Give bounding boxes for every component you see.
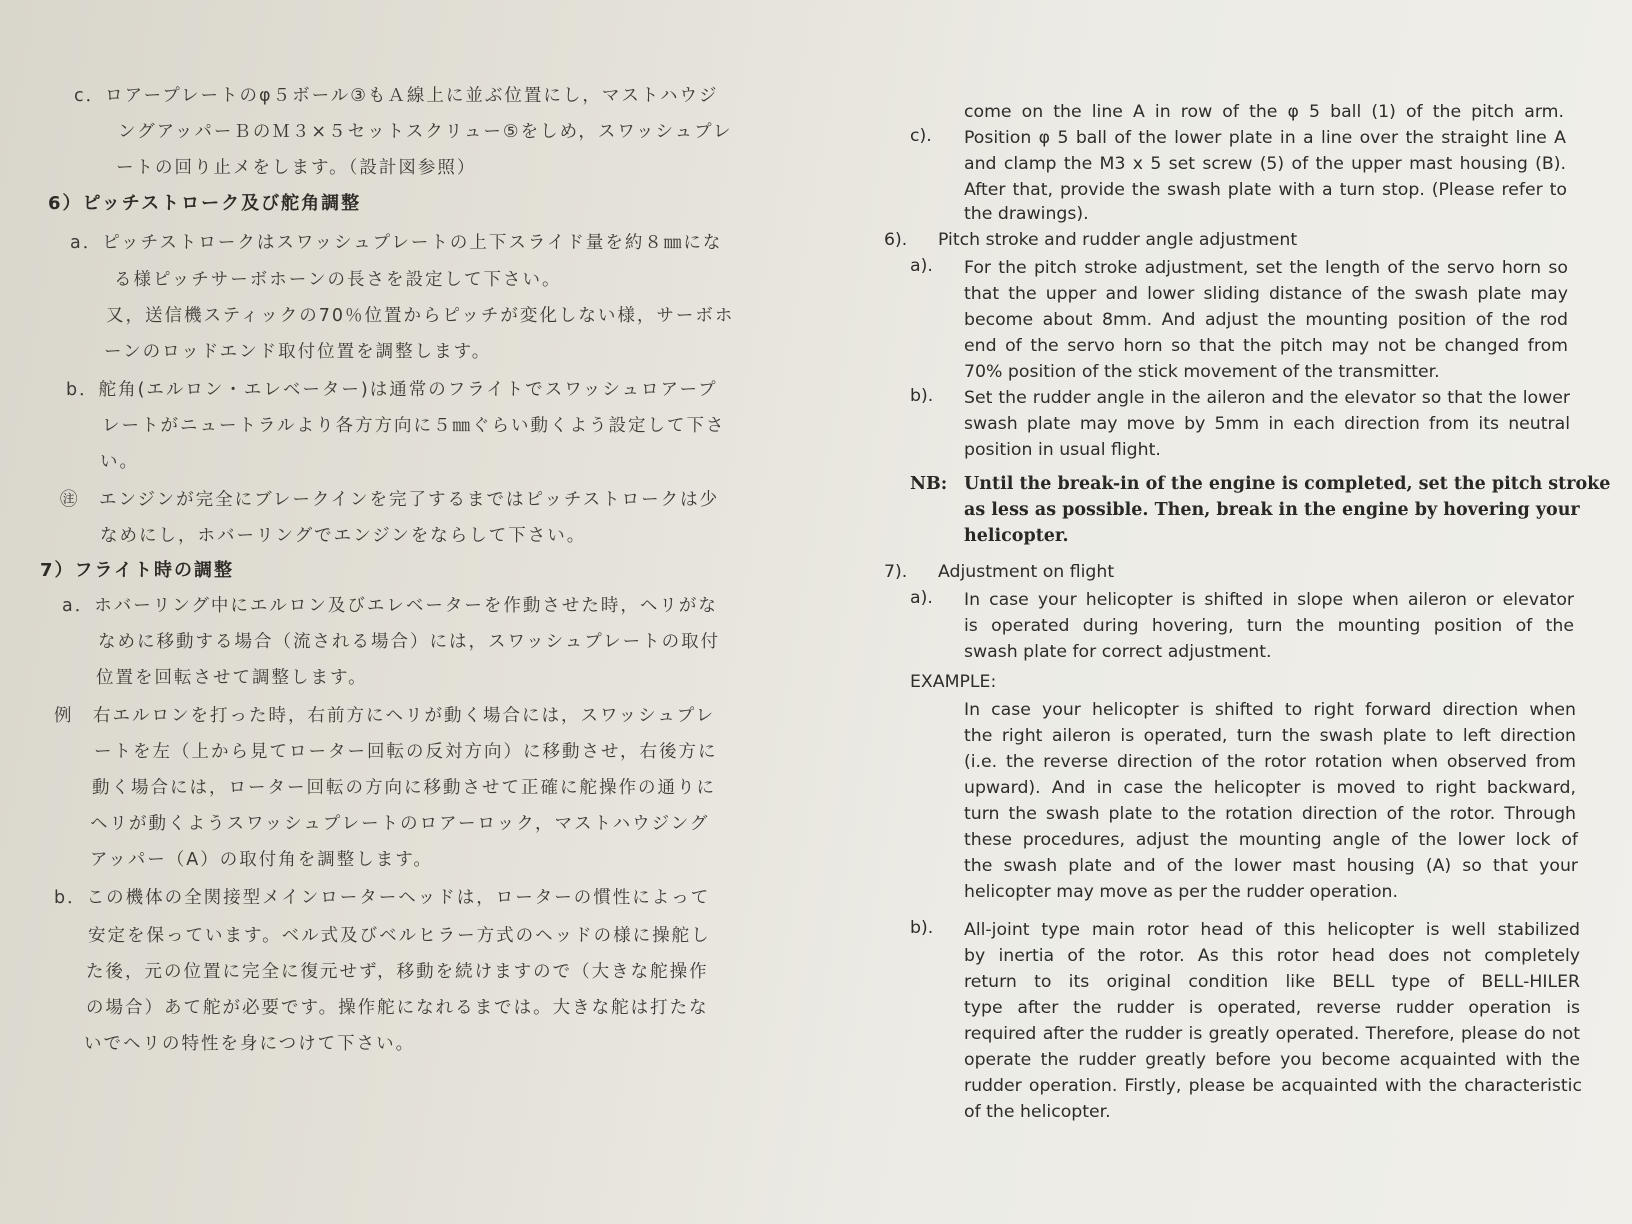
en-line: come on the line A in row of the φ 5 ball (1) of the pitch arm.	[964, 102, 1564, 122]
en-line: helicopter may move as per the rudder operation.	[964, 882, 1398, 902]
en-line: required after the rudder is greatly operated. Therefore, please do not	[964, 1024, 1580, 1044]
jp-line: ートの回り止メをします。（設計図参照）	[116, 158, 477, 178]
item-label-a: a).	[910, 588, 933, 608]
jp-line: た後，元の位置に完全に復元せず，移動を続けますので（大きな舵操作	[86, 962, 709, 982]
en-line: type after the rudder is operated, reverse rudder operation is	[964, 998, 1580, 1018]
en-line: return to its original condition like BELL type of BELL-HILER	[964, 972, 1580, 992]
jp-line: 又，送信機スティックの70％位置からピッチが変化しない様，サーボホ	[106, 306, 735, 326]
en-line: is operated during hovering, turn the mounting position of the	[964, 616, 1574, 636]
section-title: Adjustment on flight	[938, 562, 1115, 582]
en-line: In case your helicopter is shifted to right forward direction when	[964, 700, 1576, 720]
jp-line: レートがニュートラルより各方方向に５㎜ぐらい動くよう設定して下さ	[102, 416, 726, 436]
section-number-7: 7).	[884, 562, 908, 582]
jp-line: ーンのロッドエンド取付位置を調整します。	[104, 342, 492, 362]
en-line: the right aileron is operated, turn the swash plate to left direction	[964, 726, 1576, 746]
jp-line: a．ピッチストロークはスワッシュプレートの上下スライド量を約８㎜にな	[70, 233, 723, 253]
jp-line: アッパー（A）の取付角を調整します。	[90, 850, 433, 870]
item-label-b: b).	[910, 386, 934, 406]
en-line: rudder operation. Firstly, please be acquainted with the characteristic	[964, 1076, 1582, 1096]
jp-line: c．ロアープレートのφ５ボール③もＡ線上に並ぶ位置にし，マストハウジ	[74, 86, 719, 106]
section-number-6: 6).	[884, 230, 908, 250]
jp-note-line: ㊟ エンジンが完全にブレークインを完了するまではピッチストロークは少	[60, 490, 720, 510]
en-line: end of the servo horn so that the pitch may not be changed from	[964, 336, 1568, 356]
en-line: of the helicopter.	[964, 1102, 1111, 1122]
jp-line: いでヘリの特性を身につけて下さい。	[84, 1034, 416, 1054]
jp-line: 動く場合には，ローター回転の方向に移動させて正確に舵操作の通りに	[92, 778, 716, 798]
en-line: these procedures, adjust the mounting angle of the lower lock of	[964, 830, 1578, 850]
jp-line: の場合）あて舵が必要です。操作舵になれるまでは。大きな舵は打たな	[86, 998, 709, 1018]
en-line: Position φ 5 ball of the lower plate in a line over the straight line A	[964, 128, 1566, 148]
jp-line: ヘリが動くようスワッシュプレートのロアーロック，マストハウジング	[90, 814, 710, 834]
jp-line: b．この機体の全関接型メインローターヘッドは，ローターの慣性によって	[54, 888, 711, 908]
jp-line: なめに移動する場合（流される場合）には，スワッシュプレートの取付	[98, 632, 721, 652]
en-line: that the upper and lower sliding distance of the swash plate may	[964, 284, 1568, 304]
en-line: the drawings).	[964, 204, 1089, 224]
jp-section-heading: 6）ピッチストローク及び舵角調整	[48, 193, 362, 214]
jp-line: a．ホバーリング中にエルロン及びエレベーターを作動させた時，ヘリがな	[62, 596, 718, 616]
item-label-c: c).	[910, 126, 932, 146]
jp-example-line: 例 右エルロンを打った時，右前方にヘリが動く場合には，スワッシュプレ	[54, 706, 716, 726]
en-line: (i.e. the reverse direction of the rotor rotation when observed from	[964, 752, 1576, 772]
en-line: swash plate may move by 5mm in each direction from its neutral	[964, 414, 1570, 434]
example-label: EXAMPLE:	[910, 672, 997, 692]
en-line: Set the rudder angle in the aileron and the elevator so that the lower	[964, 388, 1570, 408]
jp-line: 安定を保っています。ベル式及びベルヒラー方式のヘッドの様に操舵し	[88, 926, 711, 946]
en-line: swash plate for correct adjustment.	[964, 642, 1272, 662]
en-line: and clamp the M3 x 5 set screw (5) of the upper mast housing (B).	[964, 154, 1566, 174]
jp-line: ングアッパーＢのＭ３×５セットスクリュー⑤をしめ，スワッシュプレ	[118, 122, 733, 142]
en-line: turn the swash plate to the rotation direction of the rotor. Through	[964, 804, 1576, 824]
nb-line: helicopter.	[964, 526, 1069, 546]
jp-section-heading: 7）フライト時の調整	[40, 560, 234, 581]
jp-line: 位置を回転させて調整します。	[96, 668, 368, 688]
item-label-b: b).	[910, 918, 934, 938]
nb-line: as less as possible. Then, break in the engine by hovering your	[964, 500, 1580, 520]
en-line: upward). And in case the helicopter is moved to right backward,	[964, 778, 1576, 798]
jp-line: なめにし，ホバーリングでエンジンをならして下さい。	[100, 526, 587, 546]
en-line: All-joint type main rotor head of this helicopter is well stabilized	[964, 920, 1580, 940]
en-line: In case your helicopter is shifted in slope when aileron or elevator	[964, 590, 1574, 610]
en-line: the swash plate and of the lower mast housing (A) so that your	[964, 856, 1578, 876]
nb-line: Until the break-in of the engine is completed, set the pitch stroke	[964, 474, 1611, 494]
en-line: position in usual flight.	[964, 440, 1161, 460]
jp-line: ートを左（上から見てローター回転の反対方向）に移動させ，右後方に	[94, 742, 718, 762]
jp-line: る様ピッチサーボホーンの長さを設定して下さい。	[114, 270, 562, 290]
en-line: become about 8mm. And adjust the mounting position of the rod	[964, 310, 1568, 330]
en-line: operate the rudder greatly before you become acquainted with the	[964, 1050, 1580, 1070]
section-title: Pitch stroke and rudder angle adjustment	[938, 230, 1298, 250]
jp-line: い。	[100, 452, 139, 472]
en-line: 70% position of the stick movement of the transmitter.	[964, 362, 1440, 382]
item-label-a: a).	[910, 256, 933, 276]
en-line: After that, provide the swash plate with a turn stop. (Please refer to	[964, 180, 1567, 200]
jp-line: b．舵角(エルロン・エレベーター)は通常のフライトでスワッシュロアープ	[66, 380, 718, 400]
en-line: For the pitch stroke adjustment, set the length of the servo horn so	[964, 258, 1568, 278]
en-line: by inertia of the rotor. As this rotor head does not completely	[964, 946, 1580, 966]
nb-label: NB:	[910, 474, 948, 494]
